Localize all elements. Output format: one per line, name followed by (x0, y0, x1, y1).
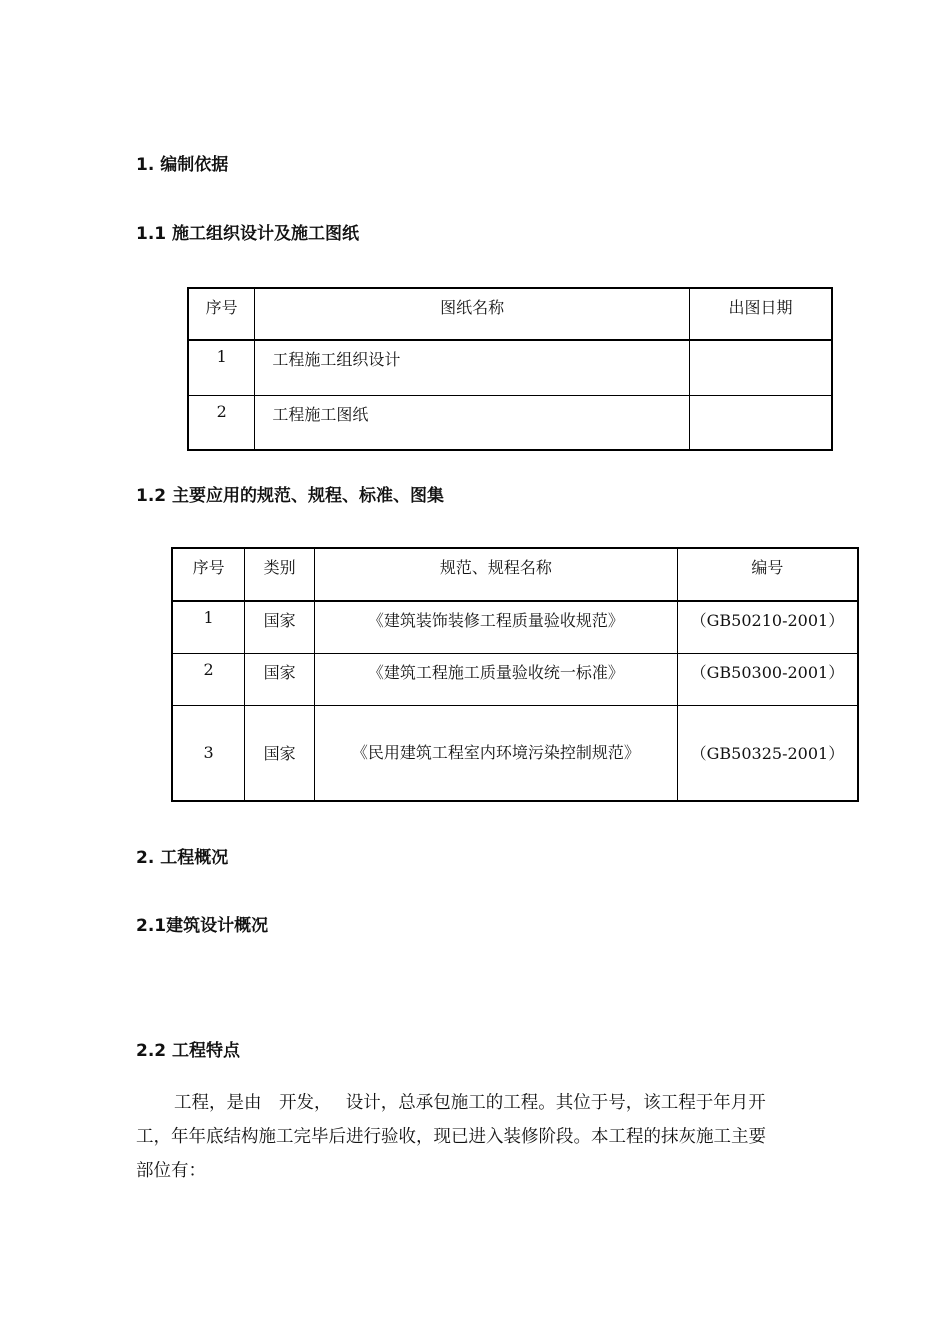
table-cell: 2 (172, 653, 245, 705)
table-cell: （GB50325-2001） (677, 705, 858, 801)
paragraph-line: 工程，是由 开发， 设计，总承包施工的工程。其位于号，该工程于年月开 (174, 1093, 766, 1113)
project-features-paragraph (136, 1086, 840, 1188)
table-cell (689, 340, 832, 395)
heading-1: 1. 编制依据 (136, 155, 229, 175)
heading-2: 2. 工程概况 (136, 848, 229, 868)
header-cell: 图纸名称 (255, 288, 690, 340)
heading-2-2: 2.2 工程特点 (136, 1041, 241, 1061)
table-cell: 国家 (245, 705, 315, 801)
table-cell: 工程施工组织设计 (255, 340, 690, 395)
table-cell: 《民用建筑工程室内环境污染控制规范》 (315, 705, 678, 801)
table-row (172, 601, 858, 653)
paragraph-line: 工，年年底结构施工完毕后进行验收，现已进入装修阶段。本工程的抹灰施工主要 (136, 1127, 766, 1147)
table-cell: 《建筑工程施工质量验收统一标准》 (315, 653, 678, 705)
header-cell: 序号 (172, 548, 245, 601)
table-cell: 1 (172, 601, 245, 653)
table-header-row (172, 548, 858, 601)
table-row (188, 395, 832, 450)
table-cell: （GB50300-2001） (677, 653, 858, 705)
table-row (188, 340, 832, 395)
table-cell (689, 395, 832, 450)
table-cell: 国家 (245, 601, 315, 653)
table-cell: 3 (172, 705, 245, 801)
header-cell: 序号 (188, 288, 255, 340)
header-cell: 类别 (245, 548, 315, 601)
table-cell: （GB50210-2001） (677, 601, 858, 653)
heading-2-1: 2.1建筑设计概况 (136, 916, 269, 936)
table-cell: 工程施工图纸 (255, 395, 690, 450)
table-row (172, 653, 858, 705)
table-cell: 2 (188, 395, 255, 450)
table-row (172, 705, 858, 801)
table-cell: 国家 (245, 653, 315, 705)
table-header-row (188, 288, 832, 340)
header-cell: 规范、规程名称 (315, 548, 678, 601)
heading-1-2: 1.2 主要应用的规范、规程、标准、图集 (136, 486, 445, 506)
table-cell: 1 (188, 340, 255, 395)
heading-1-1: 1.1 施工组织设计及施工图纸 (136, 224, 360, 244)
header-cell: 编号 (677, 548, 858, 601)
table-cell: 《建筑装饰装修工程质量验收规范》 (315, 601, 678, 653)
drawings-table (187, 287, 833, 451)
header-cell: 出图日期 (689, 288, 832, 340)
paragraph-line: 部位有： (136, 1161, 206, 1181)
standards-table (171, 547, 859, 802)
